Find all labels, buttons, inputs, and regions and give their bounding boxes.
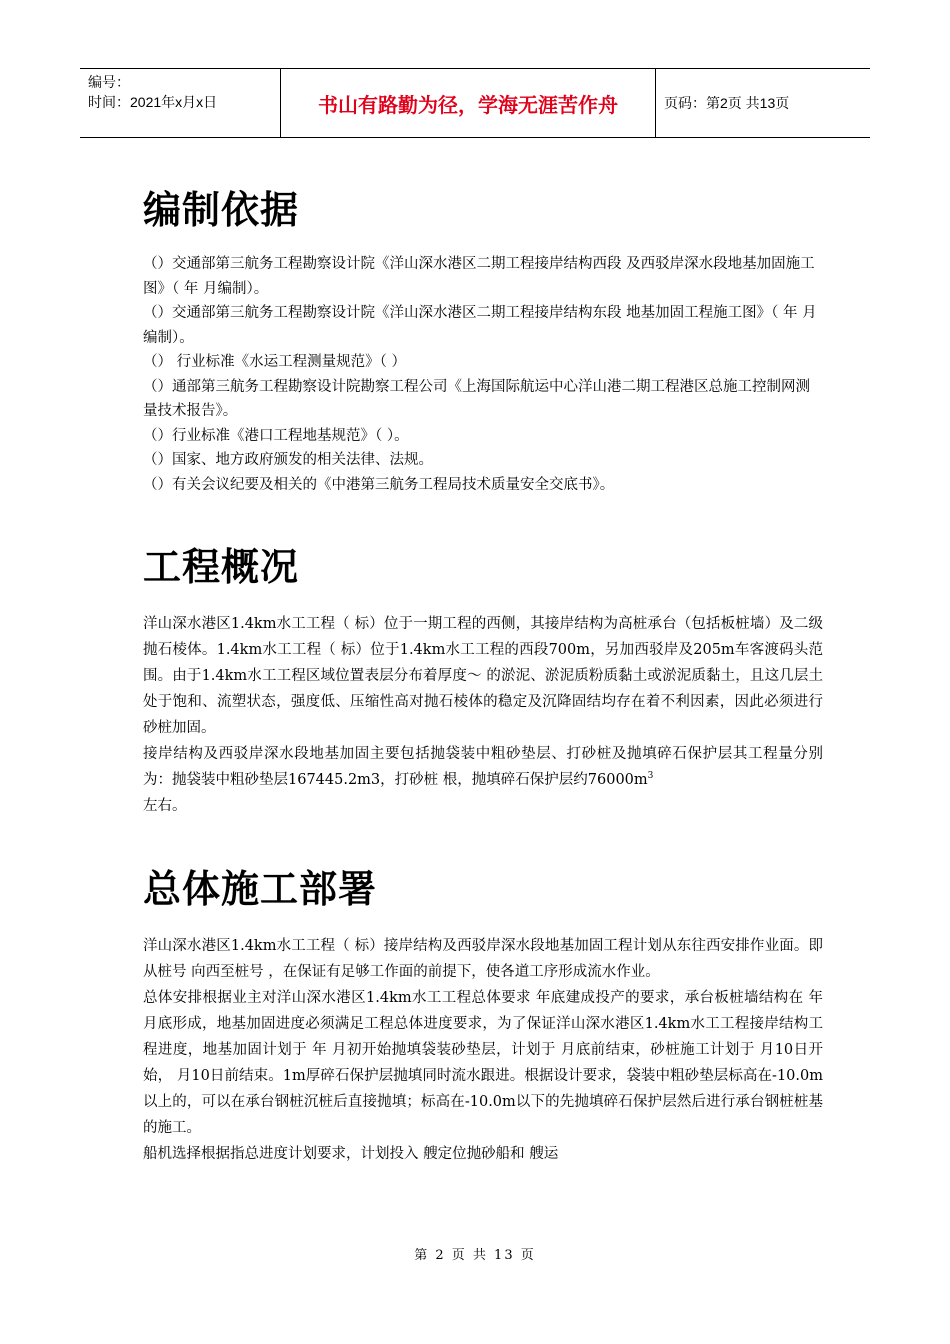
list-item: （）交通部第三航务工程勘察设计院《洋山深水港区二期工程接岸结构西段 及西驳岸深水段地基加固施工图》（ 年 月编制）。	[143, 256, 815, 297]
page-header	[80, 68, 870, 138]
section-basis	[143, 180, 823, 497]
paragraph: 船机选择根据指总进度计划要求，计划投入 艘定位抛砂船和 艘运	[143, 1146, 559, 1162]
deployment-text	[143, 933, 823, 1167]
list-item: （）国家、地方政府颁发的相关法律、法规。	[143, 452, 433, 468]
document-time-label: 时间：2021年x月x日	[88, 94, 218, 110]
list-item: （） 行业标准《水运工程测量规范》（ ）	[143, 354, 406, 370]
paragraph-text: 左右。	[143, 798, 187, 814]
list-item: （）交通部第三航务工程勘察设计院《洋山深水港区二期工程接岸结构东段 地基加固工程施工图》（ 年 月编制）。	[143, 305, 817, 346]
header-meta	[88, 72, 280, 112]
list-item: （）行业标准《港口工程地基规范》（ ）。	[143, 427, 409, 444]
overview-text	[143, 611, 823, 819]
paragraph: 总体安排根据业主对洋山深水港区1.4km水工工程总体要求 年底建成投产的要求，承台板桩墙结构在 年 月底形成，地基加固进度必须满足工程总体进度要求，为了保证洋山深水港区1.4km水工工程接岸结构工程进度，地基加固计划于 年 月初开始抛填袋装砂垫层，计划于 月底前结束，砂桩施工计划于 月10日开始， 月10日前结束。1m厚碎石保护层抛填同时流水跟进。根据设计要求，袋装中粗砂垫层标高在-10.0m以上的，可以在承台钢桩沉桩后直接抛填；标高在-10.0m以下的先抛填碎石保护层然后进行承台钢桩桩基的施工。	[143, 990, 823, 1136]
superscript: 3	[647, 771, 654, 782]
section-deployment	[143, 859, 823, 1167]
paragraph-text: 接岸结构及西驳岸深水段地基加固主要包括抛袋装中粗砂垫层、打砂桩及抛填碎石保护层其工程量分别为：抛袋装中粗砂垫层167445.2m3，打砂桩 根，抛填碎石保护层约76000m	[143, 746, 823, 788]
paragraph: 洋山深水港区1.4km水工工程（ 标）接岸结构及西驳岸深水段地基加固工程计划从东往西安排作业面。即从桩号 向西至桩号 ，在保证有足够工作面的前提下，使各道工序形成流水作业。	[143, 938, 823, 980]
section-overview	[143, 537, 823, 819]
header-motto: 书山有路勤为径，学海无涯苦作舟	[280, 69, 656, 137]
paragraph	[143, 741, 823, 819]
list-item: （）有关会议纪要及相关的《中港第三航务工程局技术质量安全交底书》。	[143, 476, 615, 493]
document-number-label: 编号：	[88, 74, 130, 90]
document-body	[143, 180, 823, 1167]
section-title: 编制依据	[143, 188, 300, 232]
basis-list	[143, 252, 823, 497]
paragraph: 洋山深水港区1.4km水工工程（ 标）位于一期工程的西侧，其接岸结构为高桩承台（包括板桩墙）及二级抛石棱体。1.4km水工工程（ 标）位于1.4km水工工程的西段700m，另加西驳岸及205m车客渡码头范围。由于1.4km水工工程区域位置表层分布着厚度～ 的淤泥、淤泥质粉质黏土或淤泥质黏土，且这几层土处于饱和、流塑状态，强度低、压缩性高对抛石棱体的稳定及沉降固结均存在着不利因素，因此必须进行砂桩加固。	[143, 616, 823, 736]
list-item: （）通部第三航务工程勘察设计院勘察工程公司《上海国际航运中心洋山港二期工程港区总施工控制网测量技术报告》。	[143, 378, 810, 419]
section-title: 工程概况	[143, 545, 300, 589]
page-footer: 第 2 页 共 13 页	[414, 1248, 536, 1263]
section-title: 总体施工部署	[143, 867, 378, 911]
header-page-info: 页码：第2页 共13页	[664, 95, 790, 111]
